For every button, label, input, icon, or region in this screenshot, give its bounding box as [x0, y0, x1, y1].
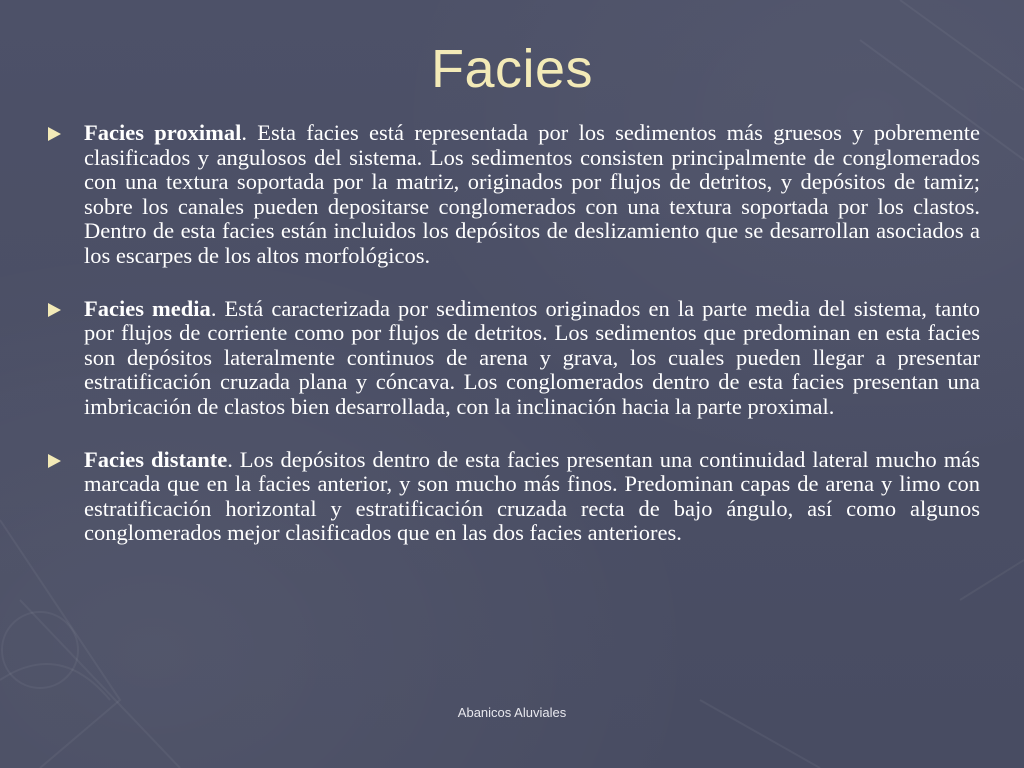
bullet-term: Facies media [84, 295, 211, 321]
bullet-list [44, 121, 980, 574]
bullet-term: Facies proximal [84, 120, 242, 145]
slide-title: Facies [430, 39, 594, 99]
triangle-right-icon [48, 454, 61, 468]
bullet-item-facies-proximal [44, 121, 980, 269]
bullet-item-facies-media [44, 297, 980, 420]
triangle-right-icon [48, 127, 61, 141]
bullet-text: . Esta facies está representada por los sedimentos más gruesos y pobremente clasificados y angulosos del sistema. Los sedimentos consisten principalmente de conglomerados con una textura soportada por la matriz, originados por flujos de detritos, y depósitos de tamiz; sobre los canales pueden depositarse conglomerados con una textura soportada por los clastos. Dentro de esta facies están incluidos los depósitos de deslizamiento que se desarrollan asociados a los escarpes de los altos morfológicos. [84, 120, 980, 268]
slide-footer: Abanicos Aluviales [457, 705, 567, 720]
triangle-right-icon [48, 303, 61, 317]
bullet-text: . Los depósitos dentro de esta facies presentan una continuidad lateral mucho más marcada que en la facies anterior, y son mucho más finos. Predominan capas de arena y limo con estratificación horizontal y estratificación cruzada recta de bajo ángulo, así como algunos conglomerados mejor clasificados que en las dos facies anteriores. [84, 446, 980, 546]
bullet-item-facies-distante [44, 448, 980, 546]
bullet-term: Facies distante [84, 446, 228, 472]
bullet-text: . Está caracterizada por sedimentos originados en la parte media del sistema, tanto por flujos de corriente como por flujos de detritos. Los sedimentos que predominan en esta facies son depósitos lateralmente continuos de arena y grava, los cuales pueden llegar a presentar estratificación cruzada plana y cóncava. Los conglomerados dentro de esta facies presentan una imbricación de clastos bien desarrollada, con la inclinación hacia la parte proximal. [84, 295, 980, 419]
